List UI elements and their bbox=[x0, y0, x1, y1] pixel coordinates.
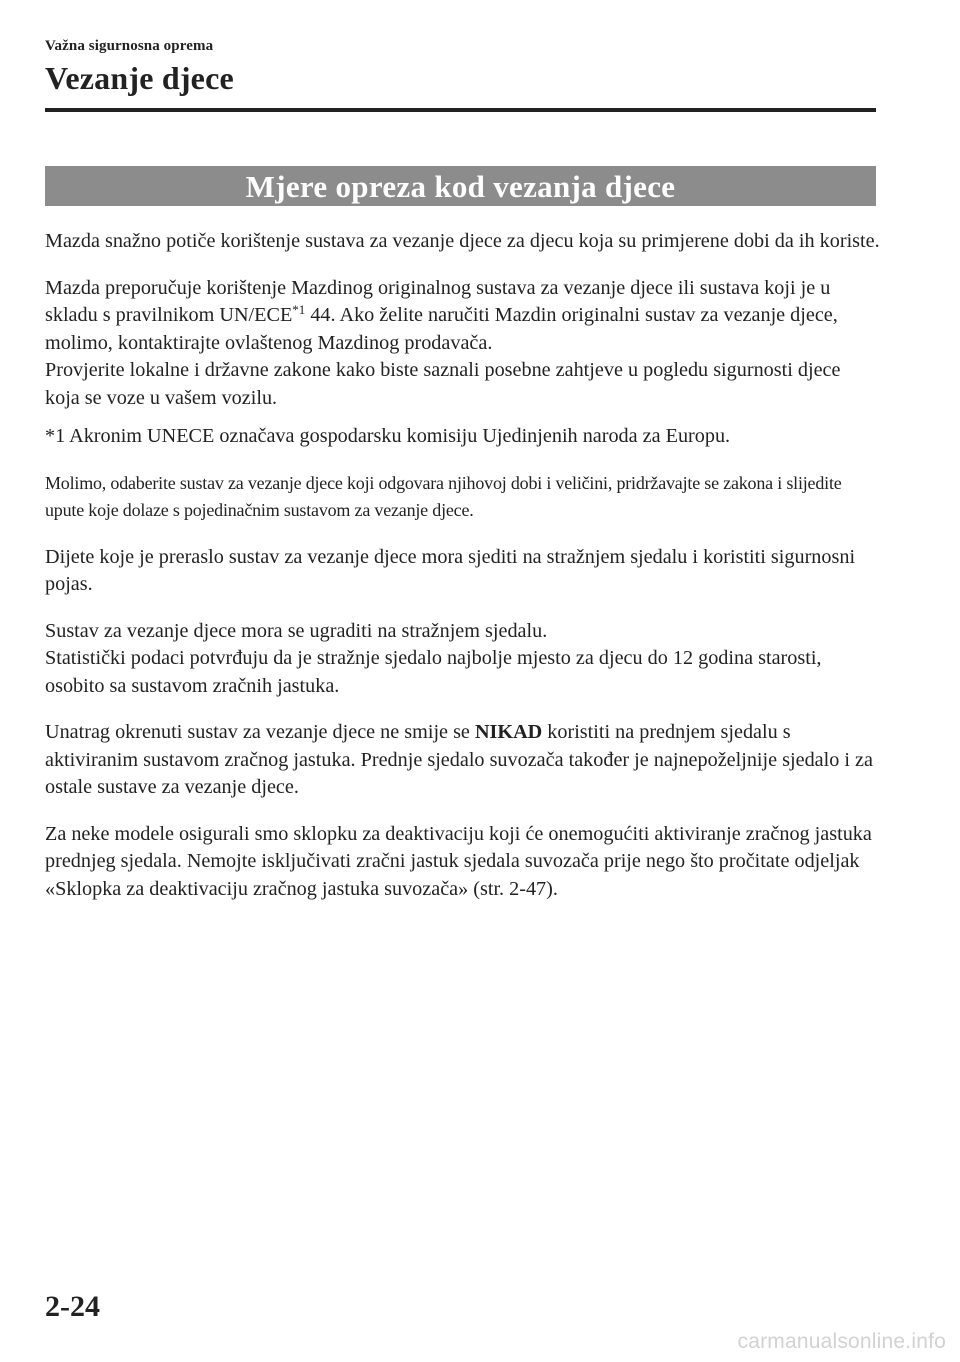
emphasis-never: NIKAD bbox=[474, 721, 543, 743]
paragraph-rear-facing-warning bbox=[45, 719, 880, 802]
watermark: carmanualsonline.info bbox=[737, 1330, 946, 1353]
footnote-unece: *1 Akronim UNECE označava gospodarsku komisiju Ujedinjenih naroda za Europu. bbox=[45, 425, 731, 447]
paragraph-check-laws: Provjerite lokalne i državne zakone kako biste saznali posebne zahtjeve u pogledu sigurnosti djece koja se voze u vašem vozilu. bbox=[45, 359, 841, 409]
paragraph-text: Unatrag okrenuti sustav za vezanje djece ne smije se bbox=[45, 721, 475, 743]
paragraph-mazda-recommends bbox=[45, 275, 880, 358]
footnote-marker: *1 bbox=[292, 301, 306, 317]
paragraph-text: koristiti na prednjem sjedalu s aktiviranim sustavom zračnog jastuka. Prednje sjedalo suvozača također je najnepoželjnije sjedalo i za ostale sustave za vezanje djece. bbox=[45, 721, 873, 798]
paragraph-text: Mazda preporučuje korištenje Mazdinog originalnog sustava za vezanje djece ili sustava koji je u skladu s pravilnikom UN/ECE bbox=[45, 276, 831, 326]
page-number: 2-24 bbox=[45, 1290, 100, 1323]
paragraph-text: 44. Ako želite naručiti Mazdin originalni sustav za vezanje djece, molimo, kontaktirajte ovlaštenog Mazdinog prodavača. bbox=[45, 304, 838, 354]
chapter-label: Važna sigurnosna oprema bbox=[45, 38, 214, 54]
page-title: Vezanje djece bbox=[45, 60, 234, 96]
title-divider bbox=[45, 108, 876, 112]
paragraph-install-rear: Sustav za vezanje djece mora se ugraditi na stražnjem sjedalu. bbox=[45, 619, 548, 642]
paragraph-mazda-encourages: Mazda snažno potiče korištenje sustava za vezanje djece za djecu koja su primjerene dobi da ih koriste. bbox=[45, 230, 880, 252]
body-content bbox=[45, 228, 880, 903]
paragraph-outgrown-child: Dijete koje je preraslo sustav za vezanje djece mora sjediti na stražnjem sjedalu i koristiti sigurnosni pojas. bbox=[45, 545, 856, 595]
section-heading-band: Mjere opreza kod vezanja djece bbox=[45, 166, 876, 206]
paragraph-statistics: Statistički podaci potvrđuju da je stražnje sjedalo najbolje mjesto za djecu do 12 godina starosti, osobito sa sustavom zračnih jastuka. bbox=[45, 647, 822, 697]
paragraph-deactivation-switch: Za neke modele osigurali smo sklopku za deaktivaciju koji će onemogućiti aktiviranje zračnog jastuka prednjeg sjedala. Nemojte isključivati zračni jastuk sjedala suvozača prije nego što pročitate odjeljak «Sklopka za deaktivaciju zračnog jastuka suvozača» (str. 2-47). bbox=[45, 822, 872, 900]
paragraph-choose-system: Molimo, odaberite sustav za vezanje djece koji odgovara njihovoj dobi i veličini, pridržavajte se zakona i slijedite upute koje dolaze s pojedinačnim sustavom za vezanje djece. bbox=[45, 472, 842, 520]
